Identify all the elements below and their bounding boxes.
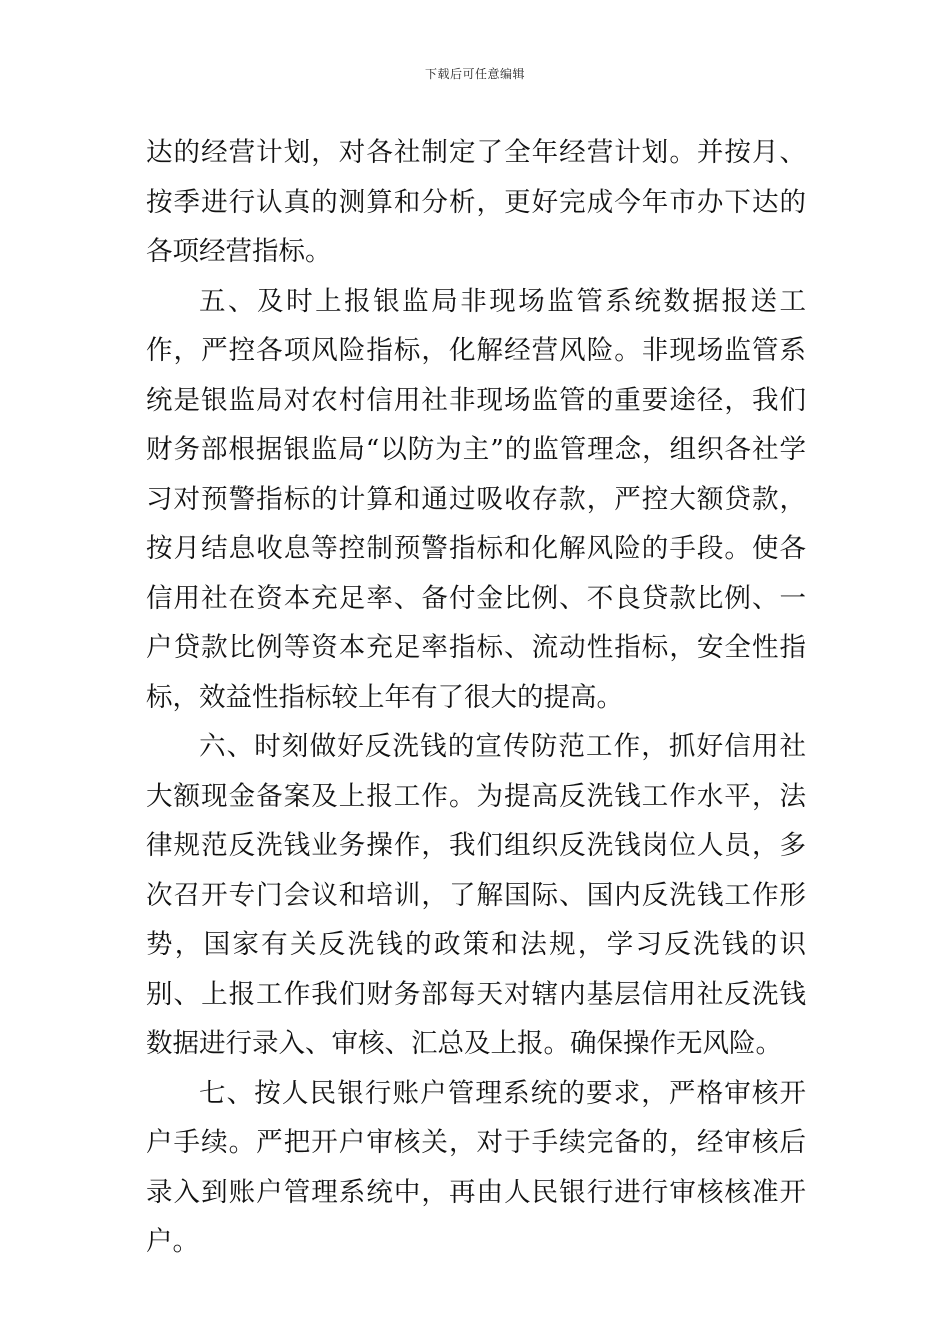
paragraph-section-7: 七、按人民银行账户管理系统的要求，严格审核开户手续。严把开户审核关，对于手续完备的，经审核后录入到账户管理系统中，再由人民银行进行审核核准开户。 bbox=[146, 1077, 806, 1257]
paragraph-section-5: 五、及时上报银监局非现场监管系统数据报送工作，严控各项风险指标，化解经营风险。非现场监管系统是银监局对农村信用社非现场监管的重要途径，我们财务部根据银监局“以防为主”的监管理念，组织各社学习对预警指标的计算和通过吸收存款，严控大额贷款，按月结息收息等控制预警指标和化解风险的手段。使各信用社在资本充足率、备付金比例、不良贷款比例、一户贷款比例等资本充足率指标、流动性指标，安全性指标，效益性指标较上年有了很大的提高。 bbox=[146, 285, 806, 713]
document-body bbox=[146, 128, 806, 1267]
paragraph-continued: 达的经营计划，对各社制定了全年经营计划。并按月、按季进行认真的测算和分析，更好完成今年市办下达的各项经营指标。 bbox=[146, 137, 806, 267]
paragraph-section-6: 六、时刻做好反洗钱的宣传防范工作，抓好信用社大额现金备案及上报工作。为提高反洗钱工作水平，法律规范反洗钱业务操作，我们组织反洗钱岗位人员，多次召开专门会议和培训，了解国际、国内反洗钱工作形势，国家有关反洗钱的政策和法规，学习反洗钱的识别、上报工作我们财务部每天对辖内基层信用社反洗钱数据进行录入、审核、汇总及上报。确保操作无风险。 bbox=[146, 731, 806, 1059]
page-header-note: 下载后可任意编辑 bbox=[424, 67, 525, 81]
